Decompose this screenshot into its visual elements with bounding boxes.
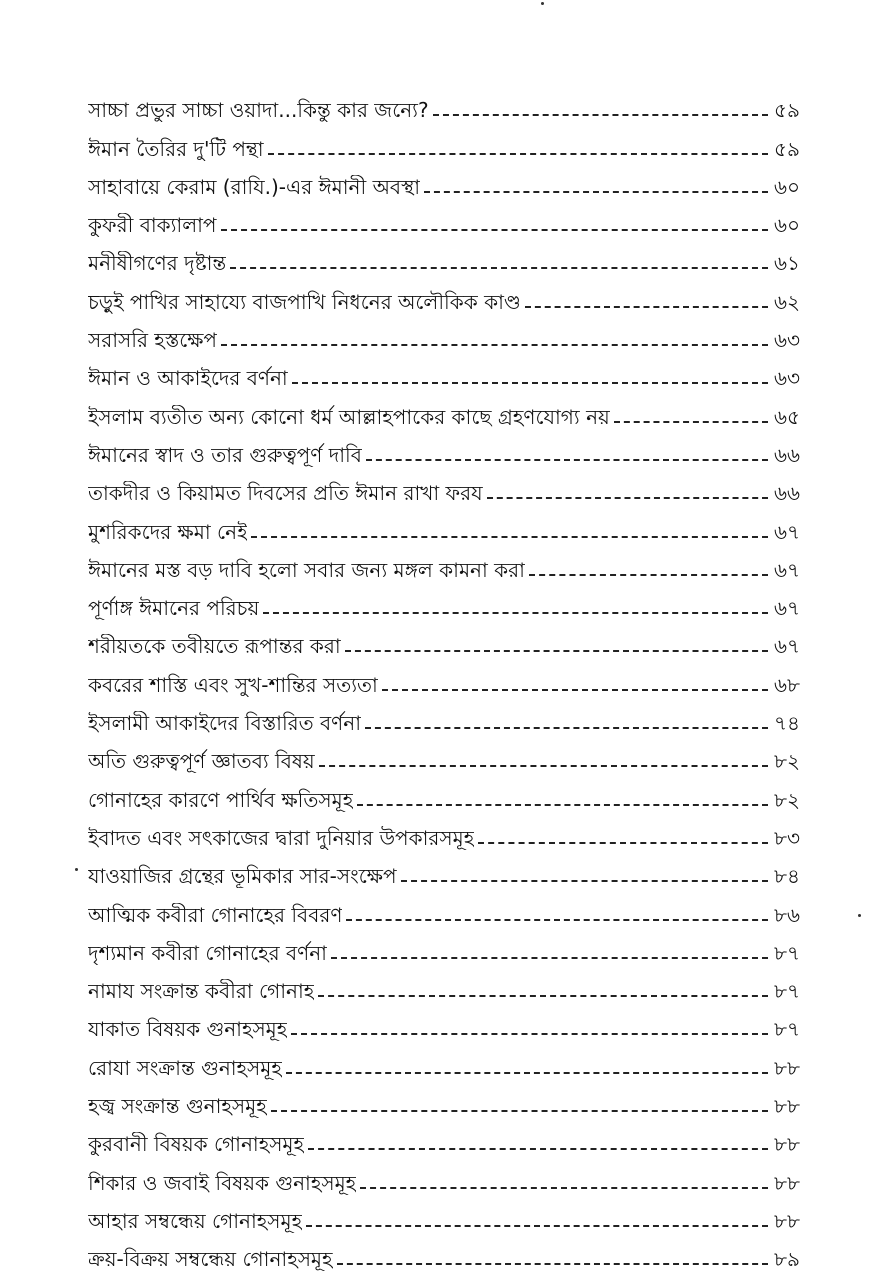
dotted-leader <box>271 1110 768 1112</box>
toc-entry-page-number: ৭৪ <box>774 711 800 736</box>
toc-entry <box>88 582 800 620</box>
toc-entry-page-number: ৬৬ <box>773 442 800 467</box>
toc-entry-page-number: ৮৮ <box>774 1170 800 1195</box>
toc-entry <box>88 850 800 888</box>
dotted-leader <box>614 421 768 423</box>
toc-entry-title: নামায সংক্রান্ত কবীরা গোনাহ <box>88 979 315 1004</box>
toc-entry-title: আহার সম্বন্ধেয় গোনাহসমূহ <box>88 1208 303 1233</box>
toc-entry-page-number: ৮৮ <box>774 1208 800 1233</box>
toc-entry <box>88 697 800 735</box>
toc-entry <box>88 620 800 658</box>
toc-entry <box>88 84 800 122</box>
toc-entry <box>88 199 800 237</box>
toc-entry-title: যাকাত বিষয়ক গুনাহসমূহ <box>88 1017 288 1042</box>
toc-entry-title: রোযা সংক্রান্ত গুনাহসমূহ <box>88 1055 282 1080</box>
toc-entry-page-number: ৮৪ <box>774 864 800 889</box>
toc-entry <box>88 1003 800 1041</box>
toc-entry-title: ঈমান তৈরির দু'টি পন্থা <box>88 136 264 161</box>
toc-entry-page-number: ৮৮ <box>774 1055 800 1080</box>
dotted-leader <box>433 114 768 116</box>
toc-entry-title: গোনাহের কারণে পার্থিব ক্ষতিসমূহ <box>88 787 354 812</box>
toc-entry-page-number: ৫৯ <box>774 136 800 161</box>
toc-entry-title: যাওয়াজির গ্রন্থের ভূমিকার সার-সংক্ষেপ <box>88 864 397 889</box>
toc-entry <box>88 1156 800 1194</box>
toc-entry-title: ঈমানের মস্ত বড় দাবি হলো সবার জন্য মঙ্গল কামনা করা <box>88 557 525 582</box>
dotted-leader <box>221 344 768 346</box>
toc-entry-title: কবরের শাস্তি এবং সুখ-শান্তির সত্যতা <box>88 672 378 697</box>
dotted-leader <box>268 153 768 155</box>
dotted-leader <box>308 1148 768 1150</box>
toc-entry-title: সরাসরি হস্তক্ষেপ <box>88 328 218 353</box>
toc-entry-title: কুফরী বাক্যালাপ <box>88 213 217 238</box>
toc-entry-page-number: ৮৭ <box>774 1017 800 1042</box>
dotted-leader <box>251 536 768 538</box>
toc-entry <box>88 122 800 160</box>
toc-entry-title: তাকদীর ও কিয়ামত দিবসের প্রতি ঈমান রাখা ফরয <box>88 481 483 506</box>
scan-speck <box>75 868 78 871</box>
toc-entry-page-number: ৮৭ <box>774 940 800 965</box>
toc-entry-title: দৃশ্যমান কবীরা গোনাহের বর্ণনা <box>88 940 327 965</box>
toc-entry <box>88 161 800 199</box>
dotted-leader <box>366 459 768 461</box>
dotted-leader <box>401 880 768 882</box>
dotted-leader <box>365 727 768 729</box>
toc-entry-page-number: ৬৭ <box>773 596 800 621</box>
toc-entry-page-number: ৬৮ <box>774 672 800 697</box>
toc-entry-title: কুরবানী বিষয়ক গোনাহসমূহ <box>88 1132 305 1157</box>
toc-entry <box>88 888 800 926</box>
toc-entry-page-number: ৮৮ <box>774 1132 800 1157</box>
dotted-leader <box>346 919 768 921</box>
toc-entry-page-number: ৬০ <box>773 213 800 238</box>
toc-entry-page-number: ৮২ <box>774 749 800 774</box>
toc-entry <box>88 1233 800 1271</box>
toc-entry-title: ইসলাম ব্যতীত অন্য কোনো ধর্ম আল্লাহপাকের কাছে গ্রহণযোগ্য নয় <box>88 404 610 429</box>
dotted-leader <box>478 842 768 844</box>
toc-entry-page-number: ৮৯ <box>774 1247 800 1272</box>
scan-speck <box>858 914 861 917</box>
dotted-leader <box>529 574 768 576</box>
toc-entry-page-number: ৫৯ <box>774 98 800 123</box>
dotted-leader <box>337 1263 768 1265</box>
toc-entry-title: হজ্ব সংক্রান্ত গুনাহসমূহ <box>88 1094 267 1119</box>
toc-entry <box>88 812 800 850</box>
toc-entry <box>88 1118 800 1156</box>
toc-entry-page-number: ৬৩ <box>773 366 800 391</box>
toc-entry-page-number: ৮২ <box>774 787 800 812</box>
dotted-leader <box>382 689 768 691</box>
toc-entry <box>88 314 800 352</box>
toc-entry-page-number: ৬৩ <box>773 328 800 353</box>
toc-entry-title: ক্রয়-বিক্রয় সম্বন্ধেয় গোনাহসমূহ <box>88 1247 333 1272</box>
dotted-leader <box>345 650 768 652</box>
toc-entry <box>88 658 800 696</box>
scan-speck <box>541 2 544 5</box>
toc-entry-page-number: ৬৭ <box>773 557 800 582</box>
toc-entry-title: আত্মিক কবীরা গোনাহের বিবরণ <box>88 902 343 927</box>
toc-entry <box>88 735 800 773</box>
dotted-leader <box>221 229 769 231</box>
toc-entry-page-number: ৬৭ <box>773 519 800 544</box>
toc-entry-title: শিকার ও জবাই বিষয়ক গুনাহসমূহ <box>88 1170 357 1195</box>
dotted-leader <box>286 1072 768 1074</box>
toc-entry-page-number: ৬২ <box>773 289 800 314</box>
toc-entry-title: ইবাদত এবং সৎকাজের দ্বারা দুনিয়ার উপকারসমূহ <box>88 825 475 850</box>
toc-entry <box>88 429 800 467</box>
toc-entry-title: চড়ুই পাখির সাহায্যে বাজপাখি নিধনের অলৌকিক কাণ্ড <box>88 289 521 314</box>
toc-entry-page-number: ৮৮ <box>774 1094 800 1119</box>
toc-entry-title: মুশরিকদের ক্ষমা নেই <box>88 519 248 544</box>
toc-entry <box>88 1041 800 1079</box>
toc-entry-title: সাচ্চা প্রভুর সাচ্চা ওয়াদা...কিন্তু কার জন্যে? <box>88 98 429 123</box>
toc-entry <box>88 505 800 543</box>
toc-entry-page-number: ৬০ <box>773 174 800 199</box>
table-of-contents <box>88 84 800 1271</box>
dotted-leader <box>525 306 768 308</box>
dotted-leader <box>319 765 768 767</box>
dotted-leader <box>487 497 768 499</box>
toc-entry <box>88 544 800 582</box>
toc-entry <box>88 467 800 505</box>
toc-entry-page-number: ৬৭ <box>773 634 800 659</box>
dotted-leader <box>263 612 768 614</box>
toc-entry-page-number: ৮৬ <box>774 902 800 927</box>
toc-entry-title: মনীষীগণের দৃষ্টান্ত <box>88 251 227 276</box>
toc-entry <box>88 1195 800 1233</box>
toc-entry-page-number: ৬১ <box>774 251 800 276</box>
toc-entry <box>88 237 800 275</box>
toc-entry <box>88 390 800 428</box>
toc-entry-title: ঈমানের স্বাদ ও তার গুরুত্বপূর্ণ দাবি <box>88 442 362 467</box>
toc-entry <box>88 927 800 965</box>
dotted-leader <box>306 1225 768 1227</box>
toc-entry-page-number: ৬৬ <box>773 481 800 506</box>
dotted-leader <box>360 1187 768 1189</box>
dotted-leader <box>424 191 768 193</box>
toc-entry-title: সাহাবায়ে কেরাম (রাযি.)-এর ঈমানী অবস্থা <box>88 174 421 199</box>
toc-entry-title: শরীয়তকে তবীয়তে রূপান্তর করা <box>88 634 341 659</box>
dotted-leader <box>291 1033 768 1035</box>
toc-entry-title: ঈমান ও আকাইদের বর্ণনা <box>88 366 288 391</box>
toc-entry-title: অতি গুরুত্বপূর্ণ জ্ঞাতব্য বিষয় <box>88 749 315 774</box>
toc-entry-title: ইসলামী আকাইদের বিস্তারিত বর্ণনা <box>88 711 362 736</box>
toc-entry <box>88 965 800 1003</box>
toc-entry <box>88 275 800 313</box>
toc-entry-page-number: ৬৫ <box>774 404 800 429</box>
toc-entry-title: পূর্ণাঙ্গ ঈমানের পরিচয় <box>88 596 260 621</box>
toc-entry <box>88 352 800 390</box>
toc-entry-page-number: ৮৩ <box>774 825 800 850</box>
dotted-leader <box>292 382 768 384</box>
dotted-leader <box>318 995 768 997</box>
toc-entry <box>88 1080 800 1118</box>
toc-entry-page-number: ৮৭ <box>774 979 800 1004</box>
toc-entry <box>88 773 800 811</box>
dotted-leader <box>357 804 768 806</box>
dotted-leader <box>230 267 768 269</box>
dotted-leader <box>331 957 768 959</box>
